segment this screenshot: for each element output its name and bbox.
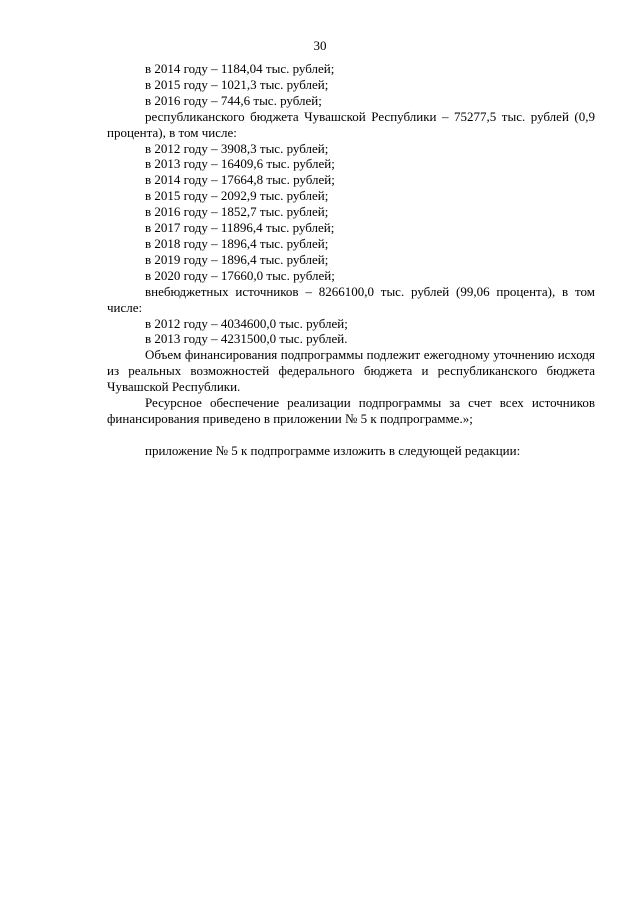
paragraph: приложение № 5 к подпрограмме изложить в следующей редакции:: [145, 442, 521, 458]
paragraph: внебюджетных источников – 8266100,0 тыс. рублей (99,06 процента), в том числе:: [107, 283, 595, 315]
paragraph: в 2014 году – 1184,04 тыс. рублей;: [145, 61, 335, 76]
paragraph: в 2018 году – 1896,4 тыс. рублей;: [145, 235, 329, 251]
paragraph: в 2013 году – 4231500,0 тыс. рублей.: [145, 331, 348, 347]
paragraph: в 2012 году – 4034600,0 тыс. рублей;: [145, 315, 348, 331]
paragraph: в 2019 году – 1896,4 тыс. рублей;: [145, 251, 329, 267]
paragraph: в 2015 году – 1021,3 тыс. рублей;: [145, 76, 329, 92]
paragraph: в 2020 году – 17660,0 тыс. рублей;: [145, 267, 335, 283]
paragraph: в 2017 году – 11896,4 тыс. рублей;: [145, 220, 335, 236]
paragraph: в 2014 году – 17664,8 тыс. рублей;: [145, 172, 335, 188]
document-body: [107, 61, 595, 459]
paragraph: в 2016 году – 1852,7 тыс. рублей;: [145, 204, 329, 220]
paragraph: в 2016 году – 744,6 тыс. рублей;: [145, 92, 322, 108]
paragraph: в 2013 году – 16409,6 тыс. рублей;: [145, 156, 335, 172]
paragraph: в 2012 году – 3908,3 тыс. рублей;: [145, 140, 329, 156]
paragraph: в 2015 году – 2092,9 тыс. рублей;: [145, 188, 329, 204]
paragraph: Ресурсное обеспечение реализации подпрограммы за счет всех источников финансирования приведено в приложении № 5 к подпрограмме.»;: [107, 395, 595, 426]
page-number: 30: [313, 38, 327, 53]
paragraph: Объем финансирования подпрограммы подлежит ежегодному уточнению исходя из реальных возможностей федерального бюджета и республиканского бюджета Чувашской Республики.: [107, 347, 595, 395]
paragraph: республиканского бюджета Чувашской Республики – 75277,5 тыс. рублей (0,9 процента), в том числе:: [107, 108, 595, 140]
